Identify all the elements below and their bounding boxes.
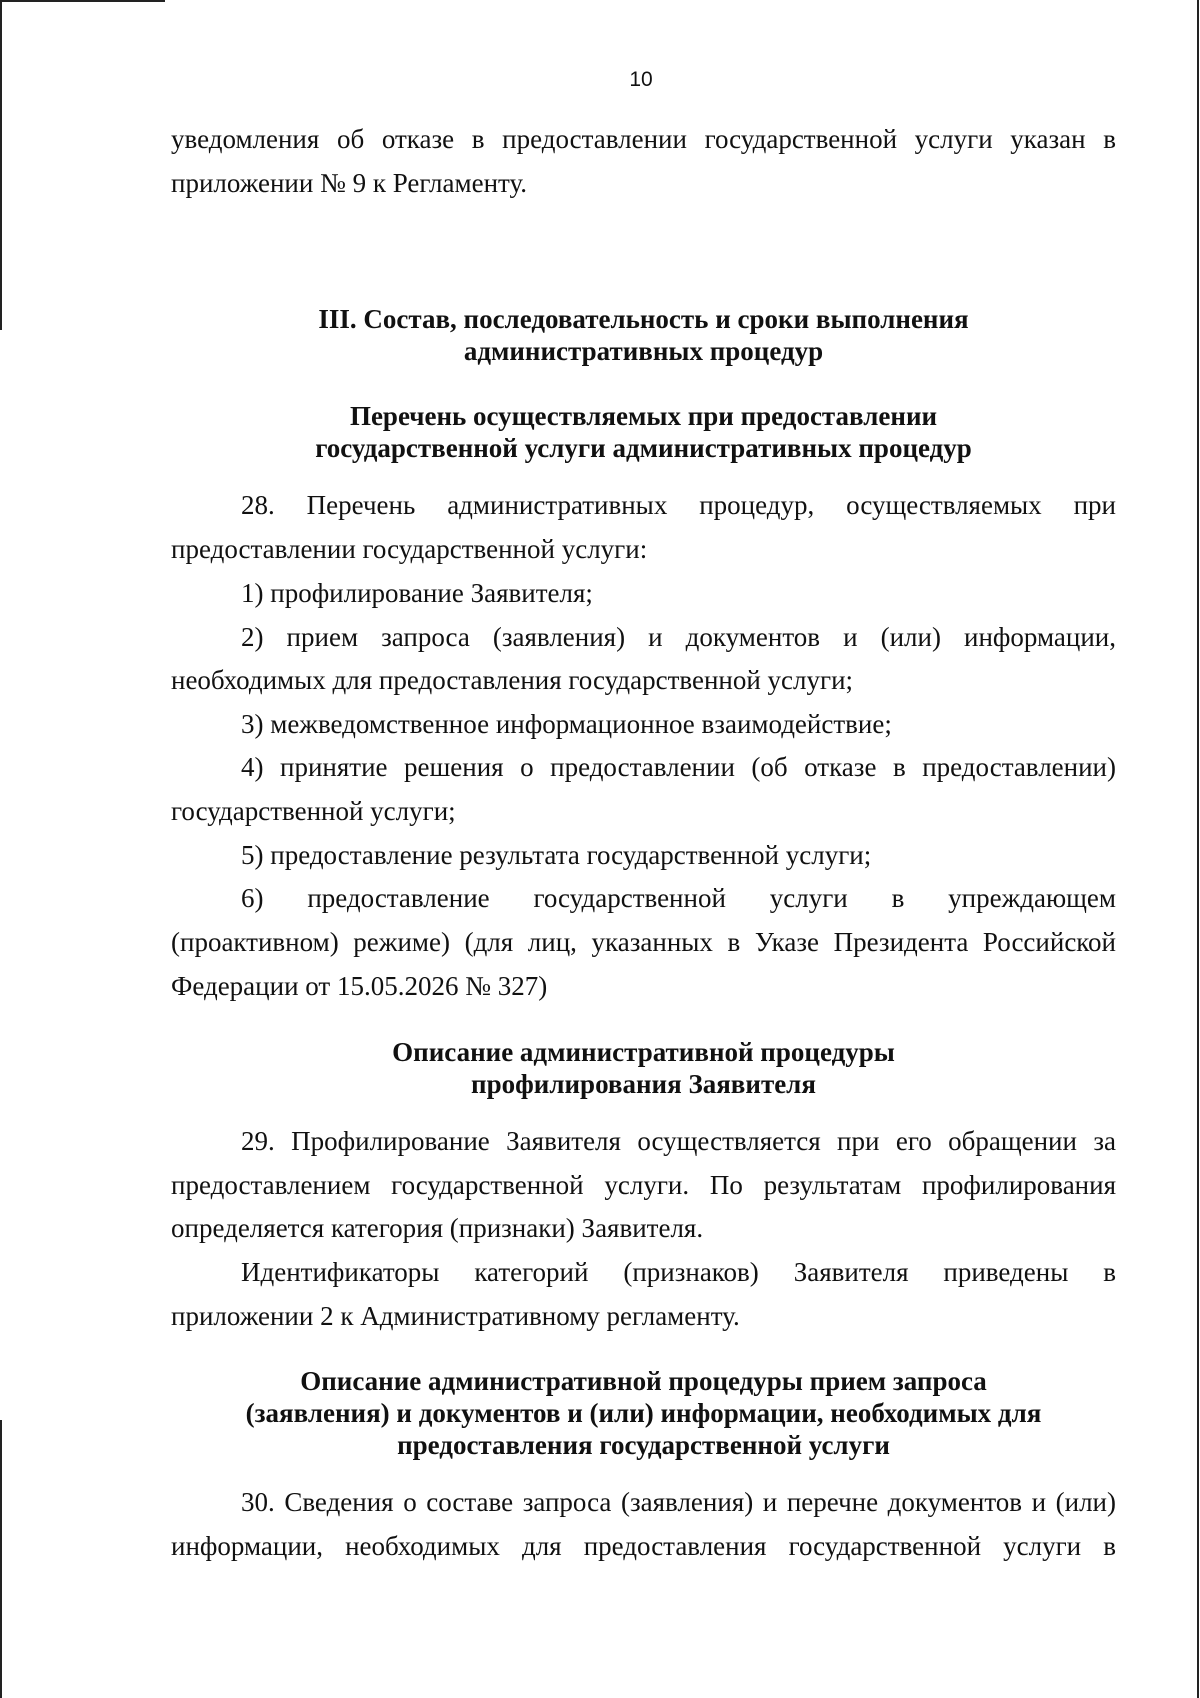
p30-line-2: информации, необходимых для предоставления государственной услуги в <box>171 1531 1116 1561</box>
request-heading-line-1: Описание административной процедуры прием запроса <box>300 1366 987 1396</box>
profiling-heading <box>171 1036 1116 1100</box>
list-item-1: 1) профилирование Заявителя; <box>241 578 593 608</box>
procedures-list-heading <box>171 400 1116 464</box>
p28-line-2: предоставлении государственной услуги: <box>171 534 648 564</box>
scan-edge-right <box>1197 0 1199 1698</box>
list-item-4-line-2: государственной услуги; <box>171 796 456 826</box>
page-number: 10 <box>629 68 653 91</box>
request-heading-line-2: (заявления) и документов и (или) информации, необходимых для <box>245 1398 1042 1428</box>
procedures-list-heading-line-1: Перечень осуществляемых при предоставлении <box>349 401 938 431</box>
p29b-line-1: Идентификаторы категорий (признаков) Заявителя приведены в <box>241 1257 1116 1287</box>
list-item-3: 3) межведомственное информационное взаимодействие; <box>241 709 892 739</box>
intro-line-1: уведомления об отказе в предоставлении государственной услуги указан в <box>171 124 1116 154</box>
section-3-heading <box>171 303 1116 367</box>
list-item-2-line-2: необходимых для предоставления государственной услуги; <box>171 665 854 695</box>
list-item-5: 5) предоставление результата государственной услуги; <box>241 840 872 870</box>
request-heading-line-3: предоставления государственной услуги <box>397 1430 890 1460</box>
profiling-heading-line-1: Описание административной процедуры <box>392 1037 895 1067</box>
request-heading <box>171 1365 1116 1461</box>
intro-line-2: приложении № 9 к Регламенту. <box>171 168 528 198</box>
scan-edge-top <box>0 0 165 2</box>
profiling-heading-line-2: профилирования Заявителя <box>471 1069 816 1099</box>
p29b-line-2: приложении 2 к Административному регламенту. <box>171 1301 740 1331</box>
p29-line-2: предоставлением государственной услуги. По результатам профилирования <box>171 1170 1116 1200</box>
list-item-2-line-1: 2) прием запроса (заявления) и документов и (или) информации, <box>241 622 1116 652</box>
p30-line-1: 30. Сведения о составе запроса (заявления) и перечне документов и (или) <box>241 1487 1116 1517</box>
list-item-4-line-1: 4) принятие решения о предоставлении (об отказе в предоставлении) <box>241 752 1116 782</box>
scan-edge-left-top <box>0 0 2 330</box>
p29-line-1: 29. Профилирование Заявителя осуществляется при его обращении за <box>241 1126 1116 1156</box>
p28-line-1: 28. Перечень административных процедур, осуществляемых при <box>241 490 1116 520</box>
list-item-6-line-3: Федерации от 15.05.2026 № 327) <box>171 971 548 1001</box>
scan-edge-left-bottom <box>0 1420 2 1698</box>
section-3-heading-line-2: административных процедур <box>463 336 824 366</box>
list-item-6-line-2: (проактивном) режиме) (для лиц, указанных в Указе Президента Российской <box>171 927 1116 957</box>
p29-line-3: определяется категория (признаки) Заявителя. <box>171 1213 704 1243</box>
procedures-list-heading-line-2: государственной услуги административных процедур <box>315 433 972 463</box>
list-item-6-line-1: 6) предоставление государственной услуги в упреждающем <box>241 883 1116 913</box>
section-3-heading-line-1: III. Состав, последовательность и сроки выполнения <box>318 304 969 334</box>
